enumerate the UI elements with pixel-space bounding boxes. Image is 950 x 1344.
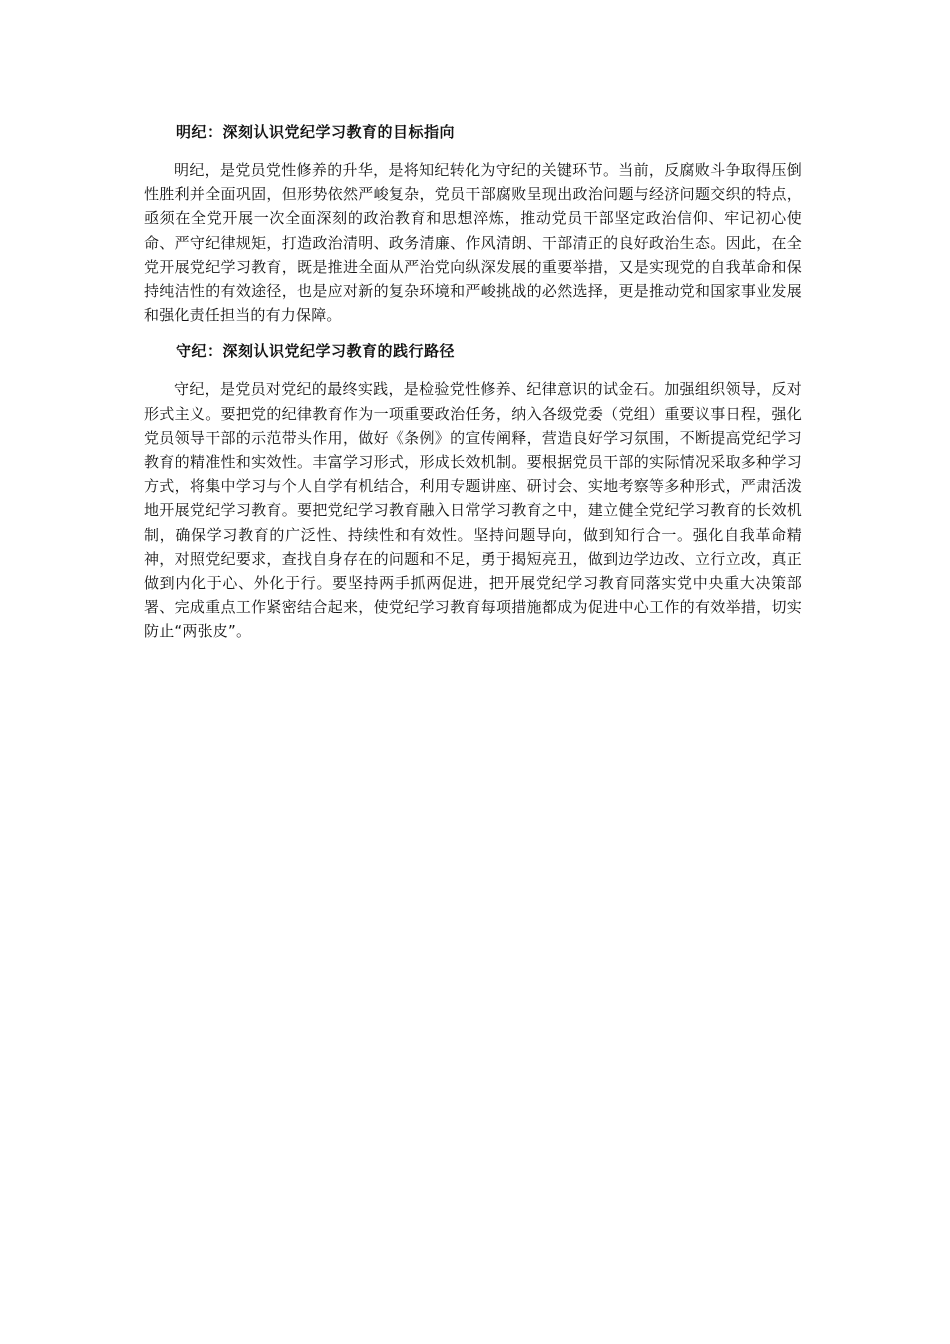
section-heading-shouji: 守纪：深刻认识党纪学习教育的践行路径 bbox=[176, 342, 456, 361]
section-paragraph-shouji: 守纪，是党员对党纪的最终实践，是检验党性修养、纪律意识的试金石。加强组织领导，反对形式主义。要把党的纪律教育作为一项重要政治任务，纳入各级党委（党组）重要议事日程，强化党员领导干部的示范带头作用，做好《条例》的宣传阐释，营造良好学习氛围，不断提高党纪学习教育的精准性和实效性。丰富学习形式，形成长效机制。要根据党员干部的实际情况采取多种学习方式，将集中学习与个人自学有机结合，利用专题讲座、研讨会、实地考察等多种形式，严肃活泼地开展党纪学习教育。要把党纪学习教育融入日常学习教育之中，建立健全党纪学习教育的长效机制，确保学习教育的广泛性、持续性和有效性。坚持问题导向，做到知行合一。强化自我革命精神，对照党纪要求，查找自身存在的问题和不足，勇于揭短亮丑，做到边学边改、立行立改，真正做到内化于心、外化于行。要坚持两手抓两促进，把开展党纪学习教育同落实党中央重大决策部署、完成重点工作紧密结合起来，使党纪学习教育每项措施都成为促进中心工作的有效举措，切实防止“两张皮”。 bbox=[144, 380, 802, 641]
section-paragraph-mingji: 明纪，是党员党性修养的升华，是将知纪转化为守纪的关键环节。当前，反腐败斗争取得压倒性胜利并全面巩固，但形势依然严峻复杂，党员干部腐败呈现出政治问题与经济问题交织的特点，亟须在全党开展一次全面深刻的政治教育和思想淬炼，推动党员干部坚定政治信仰、牢记初心使命、严守纪律规矩，打造政治清明、政务清廉、作风清朗、干部清正的良好政治生态。因此，在全党开展党纪学习教育，既是推进全面从严治党向纵深发展的重要举措，又是实现党的自我革命和保持纯洁性的有效途径，也是应对新的复杂环境和严峻挑战的必然选择，更是推动党和国家事业发展和强化责任担当的有力保障。 bbox=[144, 161, 802, 325]
document-body bbox=[144, 120, 802, 656]
section-heading-mingji: 明纪：深刻认识党纪学习教育的目标指向 bbox=[176, 123, 456, 141]
